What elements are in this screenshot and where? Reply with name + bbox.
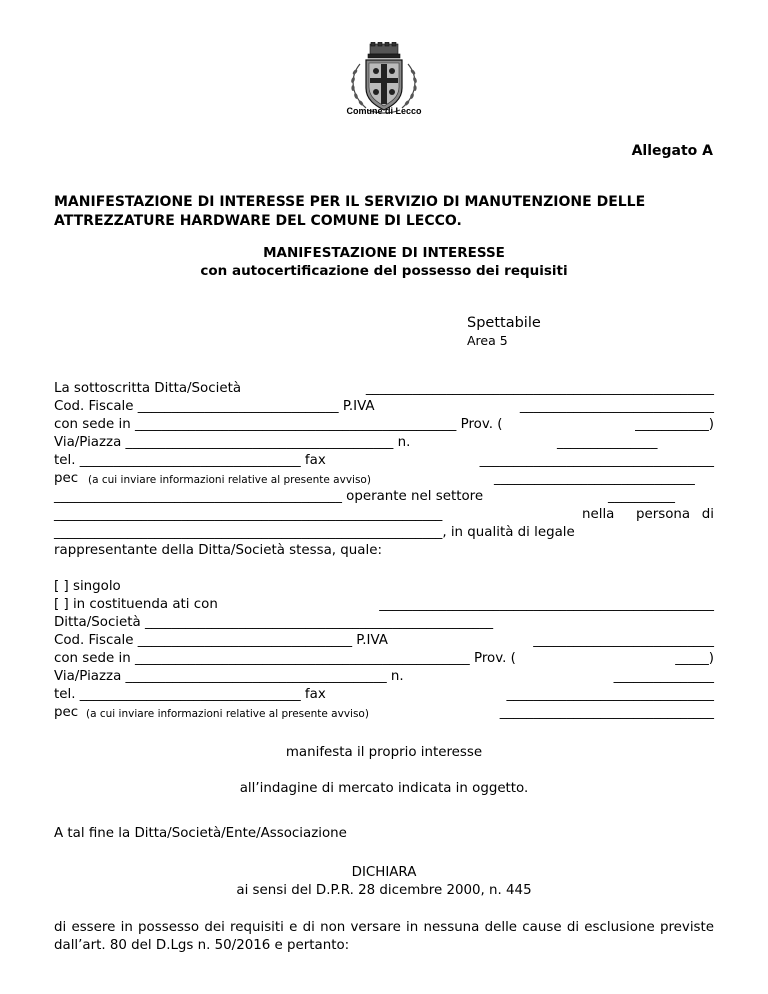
pec-field[interactable]: ______________________________ — [494, 471, 695, 486]
civico-field[interactable]: _______________ — [557, 435, 658, 450]
form-line-settore — [54, 488, 714, 506]
form-line-tel — [54, 452, 714, 470]
form2-line-pec — [54, 704, 714, 722]
ati-checkbox[interactable]: [ ] in costituenda ati con — [54, 597, 218, 612]
addressee-spettabile: Spettabile — [467, 315, 541, 331]
sede-field[interactable]: con sede in ________________________________________________ Prov. ( — [54, 417, 503, 432]
fax-field[interactable]: ___________________________________ — [479, 453, 714, 468]
form-line-pec — [54, 470, 714, 488]
ditta-label: La sottoscritta Ditta/Società — [54, 381, 242, 396]
codfiscale-field[interactable]: Cod. Fiscale ______________________________ P.IVA — [54, 399, 375, 414]
persona-word-nella: nella — [582, 507, 615, 522]
logo-caption: Comune di Lecco — [346, 106, 422, 116]
civico2-field[interactable]: _______________ — [613, 669, 714, 684]
settore-value[interactable]: __________ — [608, 489, 675, 504]
pec-note: (a cui inviare informazioni relative al presente avviso) — [88, 474, 371, 486]
qualita-field[interactable]: __________________________________________________________, in qualità di legale — [54, 525, 575, 540]
form2-line-ditta — [54, 614, 714, 632]
form-line-codfiscale — [54, 398, 714, 416]
persona-word-di: di — [701, 507, 714, 522]
persona-field[interactable]: __________________________________________________________ — [54, 507, 443, 522]
form-line-via — [54, 434, 714, 452]
codfiscale2-field[interactable]: Cod. Fiscale ________________________________ P.IVA — [54, 633, 388, 648]
form-line-persona — [54, 506, 714, 524]
via-field[interactable]: Via/Piazza ________________________________________ n. — [54, 435, 411, 450]
option-ati — [54, 596, 714, 614]
form-line-sede — [54, 416, 714, 434]
prov-field[interactable]: ___________) — [635, 417, 714, 432]
ditta2-field[interactable]: Ditta/Società ____________________________________________________ — [54, 615, 494, 630]
pec2-label: pec — [54, 705, 79, 720]
form-line-qualita — [54, 524, 714, 542]
persona-word-persona: persona — [636, 507, 691, 522]
rappresentante-text: rappresentante della Ditta/Società stessa, quale: — [54, 543, 382, 558]
tel-field[interactable]: tel. _________________________________ fax — [54, 453, 326, 468]
piva-field[interactable]: _____________________________ — [519, 399, 714, 414]
piva2-field[interactable]: ___________________________ — [533, 633, 714, 648]
singolo-checkbox[interactable]: [ ] singolo — [54, 579, 121, 594]
document-title: MANIFESTAZIONE DI INTERESSE PER IL SERVIZIO DI MANUTENZIONE DELLE ATTREZZATURE HARDWARE DEL COMUNE DI LECCO. — [54, 194, 646, 229]
option-singolo — [54, 578, 714, 596]
tel2-field[interactable]: tel. _________________________________ fax — [54, 687, 326, 702]
form2-line-via — [54, 668, 714, 686]
via2-field[interactable]: Via/Piazza _______________________________________ n. — [54, 669, 404, 684]
fax2-field[interactable]: _______________________________ — [506, 687, 714, 702]
form2-line-sede — [54, 650, 714, 668]
allegato-label: Allegato A — [631, 143, 713, 159]
form-line-ditta — [54, 380, 714, 398]
ai-sensi-text: ai sensi del D.P.R. 28 dicembre 2000, n. 445 — [236, 883, 532, 898]
a-tal-fine-text: A tal fine la Ditta/Società/Ente/Associazione — [54, 826, 347, 841]
sede2-field[interactable]: con sede in __________________________________________________ Prov. ( — [54, 651, 516, 666]
final-paragraph: di essere in possesso dei requisiti e di non versare in nessuna delle cause di esclusione previste dall’art. 80 del D.Lgs n. 50/2016 e pertanto: — [54, 920, 714, 953]
pec2-note: (a cui inviare informazioni relative al presente avviso) — [86, 708, 369, 720]
form2-line-codfiscale — [54, 632, 714, 650]
pec-label: pec — [54, 471, 79, 486]
prov2-field[interactable]: _____) — [675, 651, 714, 666]
subtitle-autocertificazione: con autocertificazione del possesso dei requisiti — [200, 263, 568, 279]
dichiara-heading: DICHIARA — [351, 865, 417, 880]
addressee-area: Area 5 — [467, 333, 508, 348]
ati-field[interactable]: __________________________________________________ — [379, 597, 714, 612]
form2-line-tel — [54, 686, 714, 704]
indagine-text: all’indagine di mercato indicata in oggetto. — [239, 781, 529, 796]
settore-field[interactable]: ___________________________________________ operante nel settore — [54, 489, 484, 504]
form-line-rappresentante — [54, 542, 714, 560]
pec2-field[interactable]: ________________________________ — [499, 705, 714, 720]
manifesta-text: manifesta il proprio interesse — [285, 745, 483, 760]
ditta-field[interactable]: ____________________________________________________ — [365, 381, 714, 396]
subtitle-manifestazione: MANIFESTAZIONE DI INTERESSE — [263, 245, 505, 261]
